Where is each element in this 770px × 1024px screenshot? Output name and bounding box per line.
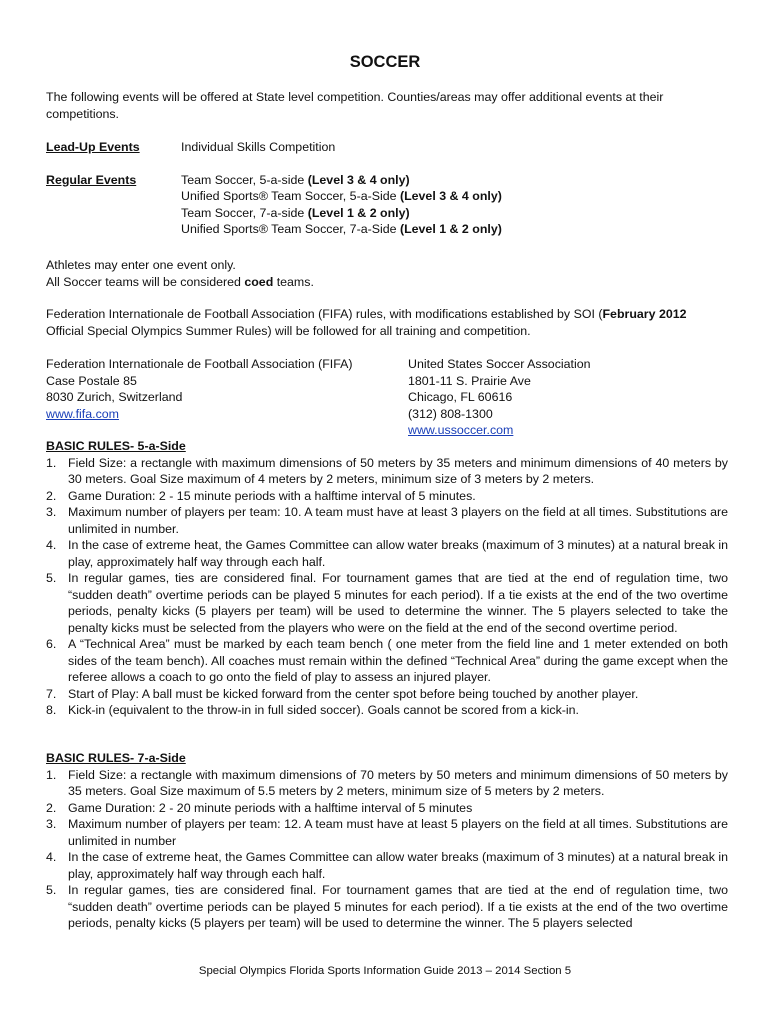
page-footer: Special Olympics Florida Sports Information Guide 2013 – 2014 Section 5: [198, 965, 572, 977]
rules-heading: BASIC RULES- 5-a-Side: [46, 439, 186, 453]
rules-list: [46, 455, 728, 719]
events-section: [46, 139, 736, 238]
entry-notes: [46, 257, 726, 290]
regular-events-label: Regular Events: [46, 172, 137, 187]
list-item: 1. Field Size: a rectangle with maximum dimensions of 50 meters by 35 meters and minimum dimensions of 40 meters by 30 meters. Goal Size maximum of 4 meters by 2 meters, minimum size of 3 meters by 2 meters.: [46, 455, 728, 486]
regular-event-item: Team Soccer, 7-a-side (Level 1 & 2 only): [181, 205, 410, 220]
entry-limit-text: Athletes may enter one event only.: [46, 258, 236, 272]
rules-heading: BASIC RULES- 7-a-Side: [46, 751, 186, 765]
list-item: 5. In regular games, ties are considered final. For tournament games that are tied at the end of regulation time, two “sudden death” overtime periods can be played 5 minutes for each period). If a tie exists at the end of the two overtime periods, penalty kicks (5 players per team) will be used to determine the winner. The 5 players selected to take the penalty kicks must be selected from the players who were on the field at the end of the second overtime period.: [46, 571, 728, 635]
regular-event-item: Team Soccer, 5-a-side (Level 3 & 4 only): [181, 172, 410, 187]
lead-up-events-row: [46, 139, 736, 156]
intro-paragraph: The following events will be offered at State level competition. Counties/areas may offer additional events at their competitions.: [46, 90, 664, 121]
regular-events-row: [46, 172, 736, 238]
regular-events-list: [181, 172, 736, 238]
list-item: 2. Game Duration: 2 - 15 minute periods with a halftime interval of 5 minutes.: [46, 488, 476, 503]
regular-event-item: Unified Sports® Team Soccer, 5-a-Side (Level 3 & 4 only): [181, 189, 502, 203]
basic-rules-5-a-side: [46, 438, 728, 719]
addresses: [46, 356, 736, 439]
fifa-address: Federation Internationale de Football Association (FIFA) Case Postale 85 8030 Zurich, Switzerland www.fifa.com: [46, 356, 408, 439]
lead-up-events-label: Lead-Up Events: [46, 140, 140, 154]
page-title: SOCCER: [349, 53, 421, 71]
fifa-rules-paragraph: Federation Internationale de Football Association (FIFA) rules, with modifications established by SOI (February 2012 Official Special Olympics Summer Rules) will be followed for all training and competition.: [46, 307, 687, 338]
regular-event-item: Unified Sports® Team Soccer, 7-a-Side (Level 1 & 2 only): [181, 222, 502, 236]
list-item: 4. In the case of extreme heat, the Games Committee can allow water breaks (maximum of 3 minutes) at a natural break in play, approximately half way through each half.: [46, 538, 728, 569]
ussoccer-link[interactable]: www.ussoccer.com: [408, 423, 514, 437]
fifa-link[interactable]: www.fifa.com: [46, 406, 119, 421]
list-item: 8. Kick-in (equivalent to the throw-in in full sided soccer). Goals cannot be scored from a kick-in.: [46, 703, 579, 717]
list-item: 5. In regular games, ties are considered final. For tournament games that are tied at the end of regulation time, two “sudden death” overtime periods can be played 5 minutes for each period). If a tie exists at the end of the two overtime periods, penalty kicks (5 players per team) will be used to determine the winner. The 5 players selected: [46, 883, 728, 930]
list-item: 2. Game Duration: 2 - 20 minute periods with a halftime interval of 5 minutes: [46, 800, 473, 815]
lead-up-events-value: Individual Skills Competition: [181, 140, 336, 154]
list-item: 6. A “Technical Area” must be marked by each team bench ( one meter from the field line and 1 meter extended on both sides of the team bench). All coaches must remain within the defined “Technical Area” during the game except when the referee allows a coach to go onto the field of play to assess an injured player.: [46, 637, 728, 684]
basic-rules-7-a-side: [46, 750, 728, 932]
ussoccer-address: United States Soccer Association 1801-11 S. Prairie Ave Chicago, FL 60616 (312) 808-1300 www.ussoccer.com: [408, 356, 736, 439]
list-item: 4. In the case of extreme heat, the Games Committee can allow water breaks (maximum of 3 minutes) at a natural break in play, approximately half way through each half.: [46, 850, 728, 881]
rules-list: [46, 767, 728, 932]
list-item: 3. Maximum number of players per team: 10. A team must have at least 3 players on the field at all times. Substitutions are unlimited in number.: [46, 505, 728, 536]
list-item: 7. Start of Play: A ball must be kicked forward from the center spot before being touched by another player.: [46, 686, 639, 701]
list-item: 1. Field Size: a rectangle with maximum dimensions of 70 meters by 50 meters and minimum dimensions of 50 meters by 35 meters. Goal Size maximum of 5.5 meters by 2 meters, minimum size of 5 meters by 2 meters.: [46, 767, 728, 798]
list-item: 3. Maximum number of players per team: 12. A team must have at least 5 players on the field at all times. Substitutions are unlimited in number: [46, 817, 728, 848]
coed-text: All Soccer teams will be considered coed teams.: [46, 274, 314, 289]
